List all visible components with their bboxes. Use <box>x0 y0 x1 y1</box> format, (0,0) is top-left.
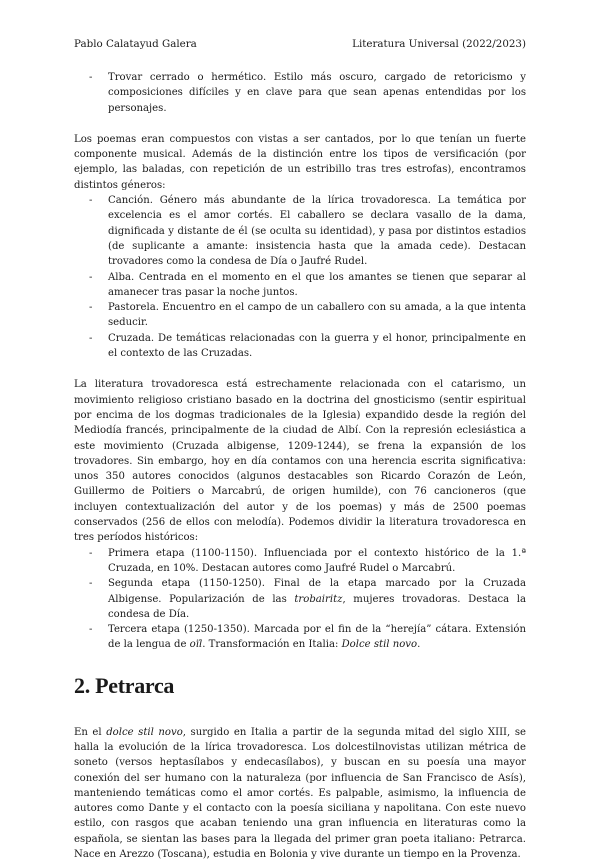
list-item: - Segunda etapa (1150-1250). Final de la etapa marcado por la Cruzada Albigense. Popularización de las trobairitz, mujeres trovadoras. Destaca la condesa de Día. <box>74 576 526 622</box>
list-item: - Canción. Género más abundante de la lírica trovadoresca. La temática por excelencia es el amor cortés. El caballero se declara vasallo de la dama, dignificada y distante de él (se oculta su identidad), y pasa por distintos estadios (de suplicante a amante: insistencia hasta que la amada cede). Destacan trovadores como la condesa de Día o Jaufré Rudel. <box>74 193 526 269</box>
paragraph-petrarca: En el dolce stil novo, surgido en Italia a partir de la segunda mitad del siglo XIII, se halla la evolución de la lírica trovadoresca. Los dolcestilnovistas utilizan métrica de soneto (versos heptasílabos y endecasílabos), y buscan en su poesía una mayor conexión del ser humano con la naturaleza (por influencia de San Francisco de Asís), manteniendo temáticas como el amor cortés. Es palpable, asimismo, la influencia de autores como Dante y el contacto con la poesía siciliana y napolitana. Con este nuevo estilo, con rasgos que acaban teniendo una gran influencia en literaturas como la española, se sientan las bases para la llegada del primer gran poeta italiano: Petrarca. Nace en Arezzo (Toscana), estudia en Bolonia y vive durante un tiempo en la Provenza. <box>74 726 526 861</box>
list-item: - Trovar cerrado o hermético. Estilo más oscuro, cargado de retoricismo y composiciones difíciles y en clave para que sean apenas entendidas por los personajes. <box>74 70 526 116</box>
header-author: Pablo Calatayud Galera <box>74 38 197 50</box>
list-item: - Cruzada. De temáticas relacionadas con la guerra y el honor, principalmente en el contexto de las Cruzadas. <box>74 331 526 362</box>
paragraph-music: Los poemas eran compuestos con vistas a ser cantados, por lo que tenían un fuerte componente musical. Además de la distinción entre los tipos de versificación (por ejemplo, las baladas, con repetición de un estribillo tras tres estrofas), encontramos distintos géneros: <box>74 133 526 191</box>
section-heading: 2. Petrarca <box>74 672 175 698</box>
paragraph-catarismo: La literatura trovadoresca está estrechamente relacionada con el catarismo, un movimiento religioso cristiano basado en la doctrina del gnosticismo (sentir espiritual por encima de los dogmas tradicionales de la Iglesia) expandido desde la región del Mediodía francés, principalmente de la ciudad de Albí. Con la represión eclesiástica a este movimiento (Cruzada albigense, 1209-1244), se frena la expansión de los trovadores. Sin embargo, hoy en día contamos con una herencia escrita significativa: unos 350 autores conocidos (algunos destacables son Ricardo Corazón de León, Guillermo de Poitiers o Marcabrú, de origen humilde), con 76 cancioneros (que incluyen contextualización del autor y de los poemas) y más de 2500 poemas conservados (256 de ellos con melodía). Podemos dividir la literatura trovadoresca en tres períodos históricos: <box>74 379 526 544</box>
header-course: Literatura Universal (2022/2023) <box>352 38 526 50</box>
list-item: - Tercera etapa (1250-1350). Marcada por el fin de la “herejía” cátara. Extensión de la lengua de oïl. Transformación en Italia: Dolce stil novo. <box>74 622 526 653</box>
list-item: - Primera etapa (1100-1150). Influenciada por el contexto histórico de la 1.ª Cruzada, en 10%. Destacan autores como Jaufré Rudel o Marcabrú. <box>74 546 526 577</box>
list-item: - Pastorela. Encuentro en el campo de un caballero con su amada, a la que intenta seducir. <box>74 300 526 331</box>
document-body <box>74 70 526 862</box>
list-item: - Alba. Centrada en el momento en el que los amantes se tienen que separar al amanecer tras pasar la noche juntos. <box>74 270 526 301</box>
periods-list <box>74 546 526 653</box>
genres-list <box>74 193 526 361</box>
page-header <box>74 38 526 50</box>
style-list <box>74 70 526 116</box>
